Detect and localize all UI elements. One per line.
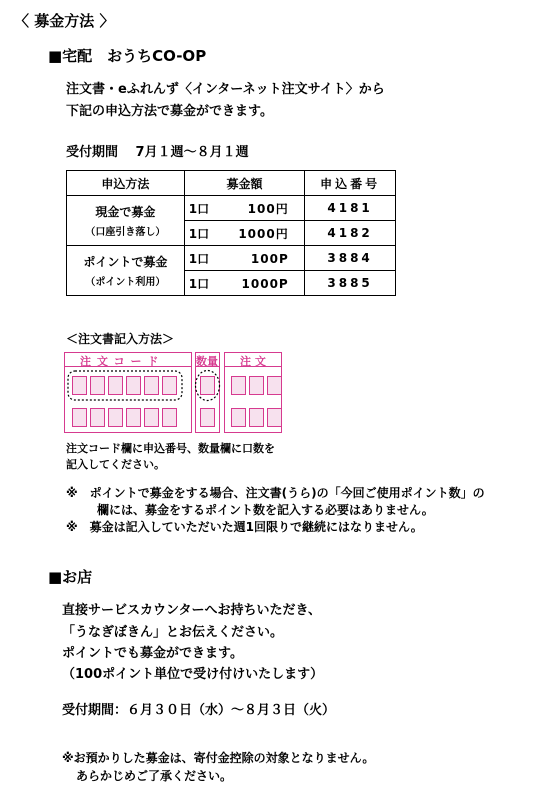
store-line2: 「うなぎぼきん」とお伝えください。 — [62, 625, 284, 640]
fund-amount-unit: 1口 — [188, 251, 210, 266]
store-line3: ポイントでも募金ができます。 — [62, 646, 243, 661]
fund-code: 3885 — [305, 271, 396, 296]
fund-amount-unit: 1口 — [188, 276, 210, 291]
form-guide-title: ＜注文書記入方法＞ — [66, 332, 175, 346]
fund-method-note: （口座引き落し） — [85, 227, 166, 238]
fund-method-name: 現金で募金 — [95, 205, 156, 219]
form-guide-caption-line2: 記入してください。 — [66, 458, 165, 471]
note-points-line1: ※ ポイントで募金をする場合、注文書(うら)の「今回ご使用ポイント数」の — [66, 486, 485, 500]
fund-amount-value: 100P — [250, 251, 289, 266]
table-row — [67, 196, 396, 221]
fund-amount — [184, 246, 304, 271]
footer-note-line1: ※お預かりした募金は、寄付金控除の対象となりません。 — [62, 751, 375, 765]
fund-code: 4181 — [305, 196, 396, 221]
fund-table-header-code: 申込番号 — [305, 171, 396, 196]
table-row — [67, 246, 396, 271]
order-form-label-code: 注 文 コ ー ド — [80, 355, 160, 368]
store-heading: ■お店 — [48, 568, 93, 586]
home-delivery-period: 受付期間 7月１週～８月１週 — [66, 145, 249, 160]
home-delivery-intro-line1: 注文書・eふれんず〈インターネット注文サイト〉から — [66, 82, 385, 97]
footer-note-line2: あらかじめご了承ください。 — [76, 769, 233, 783]
fund-amount-value: 1000円 — [238, 226, 289, 241]
fund-table — [66, 170, 396, 296]
fund-amount-unit: 1口 — [188, 201, 210, 216]
fund-table-header-row — [67, 171, 396, 196]
store-line1: 直接サービスカウンターへお持ちいただき、 — [62, 603, 321, 618]
form-guide-caption-line1: 注文コード欄に申込番号、数量欄に口数を — [66, 442, 275, 455]
order-form-label-qty: 数量 — [196, 355, 218, 368]
fund-method-cash — [67, 196, 185, 246]
order-form-label-order: 注 文 — [240, 355, 266, 368]
fund-code: 4182 — [305, 221, 396, 246]
fund-amount-value: 100円 — [247, 201, 289, 216]
fund-amount-unit: 1口 — [188, 226, 210, 241]
fund-method-name: ポイントで募金 — [83, 255, 168, 269]
fund-amount — [184, 271, 304, 296]
store-period: 受付期間：６月３０日（水）～８月３日（火） — [62, 703, 336, 718]
note-points-line2: 欄には、募金をするポイント数を記入する必要はありません。 — [97, 503, 434, 517]
note-weekly: ※ 募金は記入していただいた週1回限りで継続にはなりません。 — [66, 520, 423, 534]
fund-method-note: （ポイント利用） — [85, 277, 166, 288]
fund-amount — [184, 221, 304, 246]
fund-amount — [184, 196, 304, 221]
fund-method-points — [67, 246, 185, 296]
home-delivery-heading: ■宅配 おうちCO-OP — [48, 47, 207, 65]
page-title: 〈 募金方法 〉 — [14, 12, 115, 30]
fund-amount-value: 1000P — [241, 276, 289, 291]
fund-table-header-method: 申込方法 — [67, 171, 185, 196]
home-delivery-intro-line2: 下記の申込方法で募金ができます。 — [66, 104, 273, 119]
store-line4: （100ポイント単位で受け付けいたします） — [62, 667, 324, 682]
fund-table-header-amount: 募金額 — [184, 171, 304, 196]
fund-code: 3884 — [305, 246, 396, 271]
